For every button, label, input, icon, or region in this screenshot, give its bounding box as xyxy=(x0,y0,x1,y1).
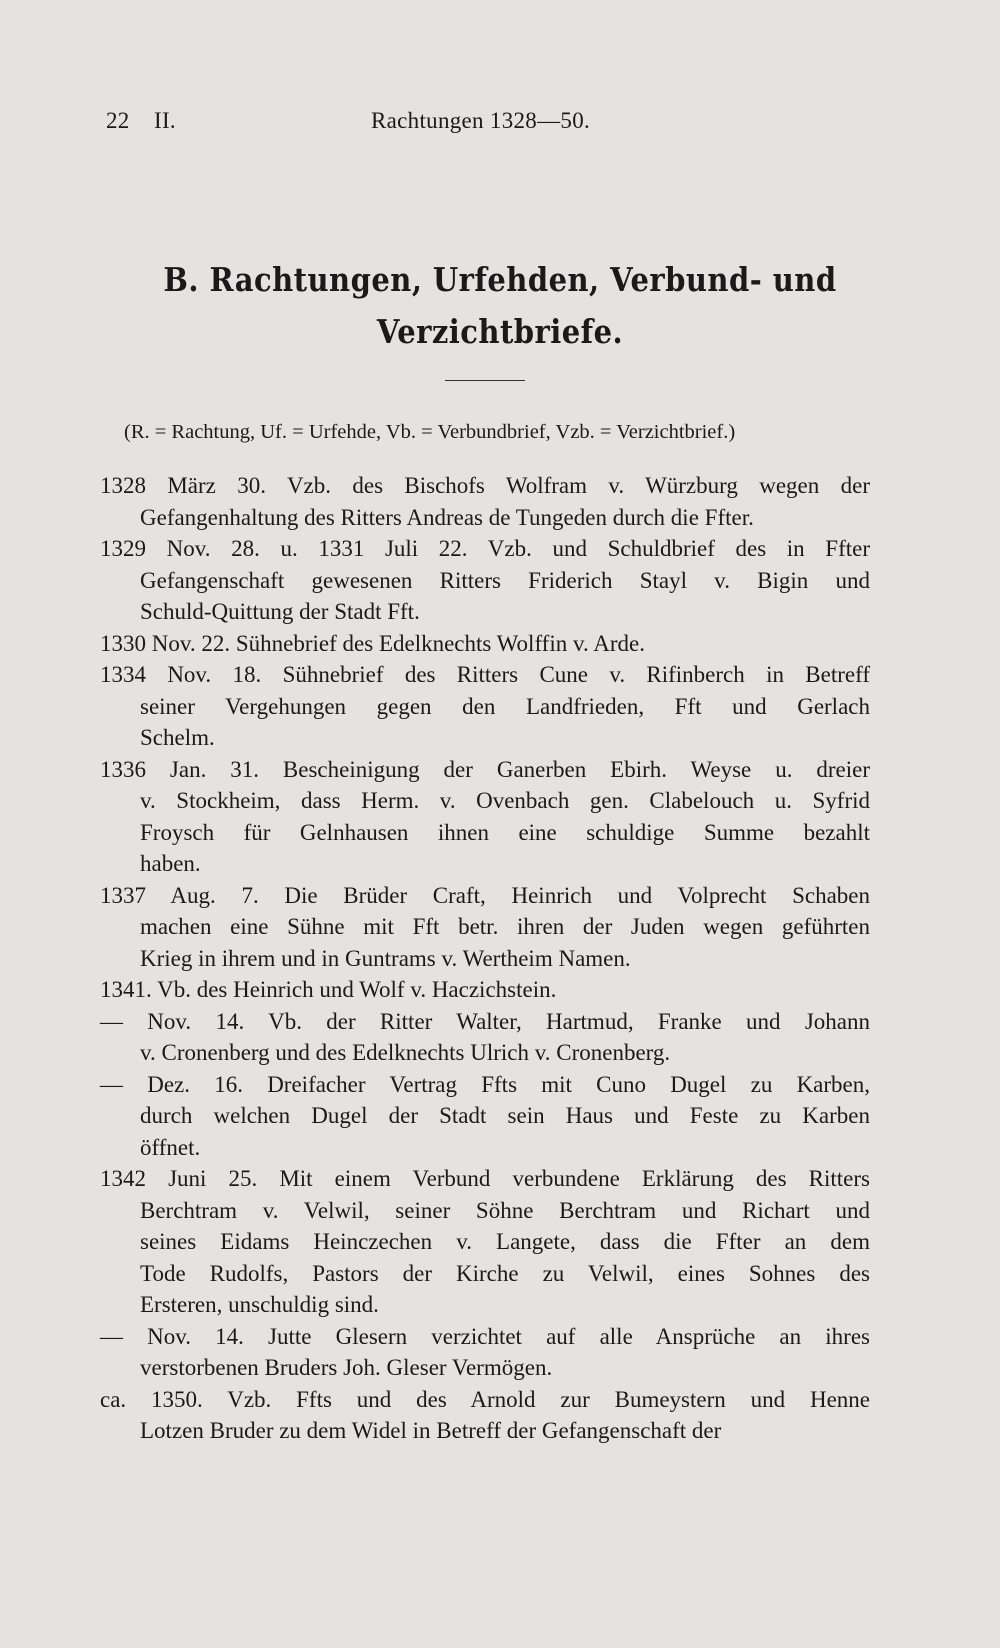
entry-first-line: — Nov. 14. Jutte Glesern verzichtet auf alle Ansprüche an ihres xyxy=(100,1323,870,1349)
entry-continuation-line: Tode Rudolfs, Pastors der Kirche zu Velwil, eines Sohnes des xyxy=(140,1260,870,1286)
entry-first-line: 1341. Vb. des Heinrich und Wolf v. Haczichstein. xyxy=(100,977,557,1002)
section-title-line-1: B. Rachtungen, Urfehden, Verbund- und xyxy=(163,260,837,299)
entry-continuation-line: verstorbenen Bruders Joh. Gleser Vermögen. xyxy=(140,1355,553,1380)
entry-continuation-line: Schuld-Quittung der Stadt Fft. xyxy=(140,599,420,624)
entry-first-line: — Nov. 14. Vb. der Ritter Walter, Hartmud, Franke und Johann xyxy=(100,1008,870,1034)
entry-continuation-line: v. Stockheim, dass Herm. v. Ovenbach gen. Clabelouch u. Syfrid xyxy=(140,788,870,813)
entry-continuation-line: v. Cronenberg und des Edelknechts Ulrich v. Cronenberg. xyxy=(140,1040,671,1065)
entry-first-line: 1328 März 30. Vzb. des Bischofs Wolfram v. Würzburg wegen der xyxy=(100,473,870,498)
entries-list xyxy=(100,470,870,1447)
entry-continuation-line: durch welchen Dugel der Stadt sein Haus und Feste zu Karben xyxy=(140,1103,870,1128)
entry xyxy=(100,1006,870,1069)
title-divider xyxy=(445,380,525,381)
entry-continuation-line: öffnet. xyxy=(140,1134,201,1160)
entry xyxy=(100,1069,870,1164)
entry-continuation-line: seiner Vergehungen gegen den Landfrieden, Fft und Gerlach xyxy=(140,693,870,719)
section-title-line-2: Verzichtbriefe. xyxy=(376,312,624,351)
entry xyxy=(100,1163,870,1321)
section-title xyxy=(148,254,852,358)
entry-first-line: 1330 Nov. 22. Sühnebrief des Edelknechts Wolffin v. Arde. xyxy=(100,630,645,656)
entry-continuation-line: Berchtram v. Velwil, seiner Söhne Berchtram und Richart und xyxy=(140,1197,870,1223)
entry xyxy=(100,628,870,660)
entry xyxy=(100,754,870,880)
entry-continuation-line: Ersteren, unschuldig sind. xyxy=(140,1292,379,1317)
entry-first-line: 1334 Nov. 18. Sühnebrief des Ritters Cune v. Rifinberch in Betreff xyxy=(100,662,870,687)
entry-continuation-line: haben. xyxy=(140,851,201,876)
entry-first-line: 1342 Juni 25. Mit einem Verbund verbundene Erklärung des Ritters xyxy=(100,1166,870,1191)
entry-first-line: 1337 Aug. 7. Die Brüder Craft, Heinrich und Volprecht Schaben xyxy=(100,882,870,908)
entry-continuation-line: Lotzen Bruder zu dem Widel in Betreff der Gefangenschaft der xyxy=(140,1418,722,1443)
entry-first-line: — Dez. 16. Dreifacher Vertrag Ffts mit Cuno Dugel zu Karben, xyxy=(100,1071,870,1097)
entry-continuation-line: Froysch für Gelnhausen ihnen eine schuldige Summe bezahlt xyxy=(140,819,870,845)
entry-first-line: 1329 Nov. 28. u. 1331 Juli 22. Vzb. und Schuldbrief des in Ffter xyxy=(100,536,870,561)
running-title: Rachtungen 1328—50. xyxy=(371,108,591,133)
entry-first-line: ca. 1350. Vzb. Ffts und des Arnold zur Bumeystern und Henne xyxy=(100,1386,870,1412)
entry-continuation-line: Schelm. xyxy=(140,725,215,750)
entry-continuation-line: Gefangenschaft gewesenen Ritters Friderich Stayl v. Bigin und xyxy=(140,567,870,593)
entry xyxy=(100,1321,870,1384)
abbreviations-note: (R. = Rachtung, Uf. = Urfehde, Vb. = Verbundbrief, Vzb. = Verzichtbrief.) xyxy=(124,421,736,443)
entry-continuation-line: Krieg in ihrem und in Guntrams v. Wertheim Namen. xyxy=(140,945,631,971)
entry xyxy=(100,1384,870,1447)
entry xyxy=(100,533,870,628)
section-number: II. xyxy=(154,108,176,133)
entry-first-line: 1336 Jan. 31. Bescheinigung der Ganerben Ebirh. Weyse u. dreier xyxy=(100,756,870,782)
entry xyxy=(100,974,870,1006)
entry-continuation-line: Gefangenhaltung des Ritters Andreas de Tungeden durch die Ffter. xyxy=(140,504,754,530)
entry xyxy=(100,880,870,975)
entry-continuation-line: seines Eidams Heinczechen v. Langete, dass die Ffter an dem xyxy=(140,1229,870,1254)
entry xyxy=(100,659,870,754)
page-number: 22 xyxy=(106,108,130,133)
entry xyxy=(100,470,870,533)
entry-continuation-line: machen eine Sühne mit Fft betr. ihren der Juden wegen geführten xyxy=(140,914,870,939)
